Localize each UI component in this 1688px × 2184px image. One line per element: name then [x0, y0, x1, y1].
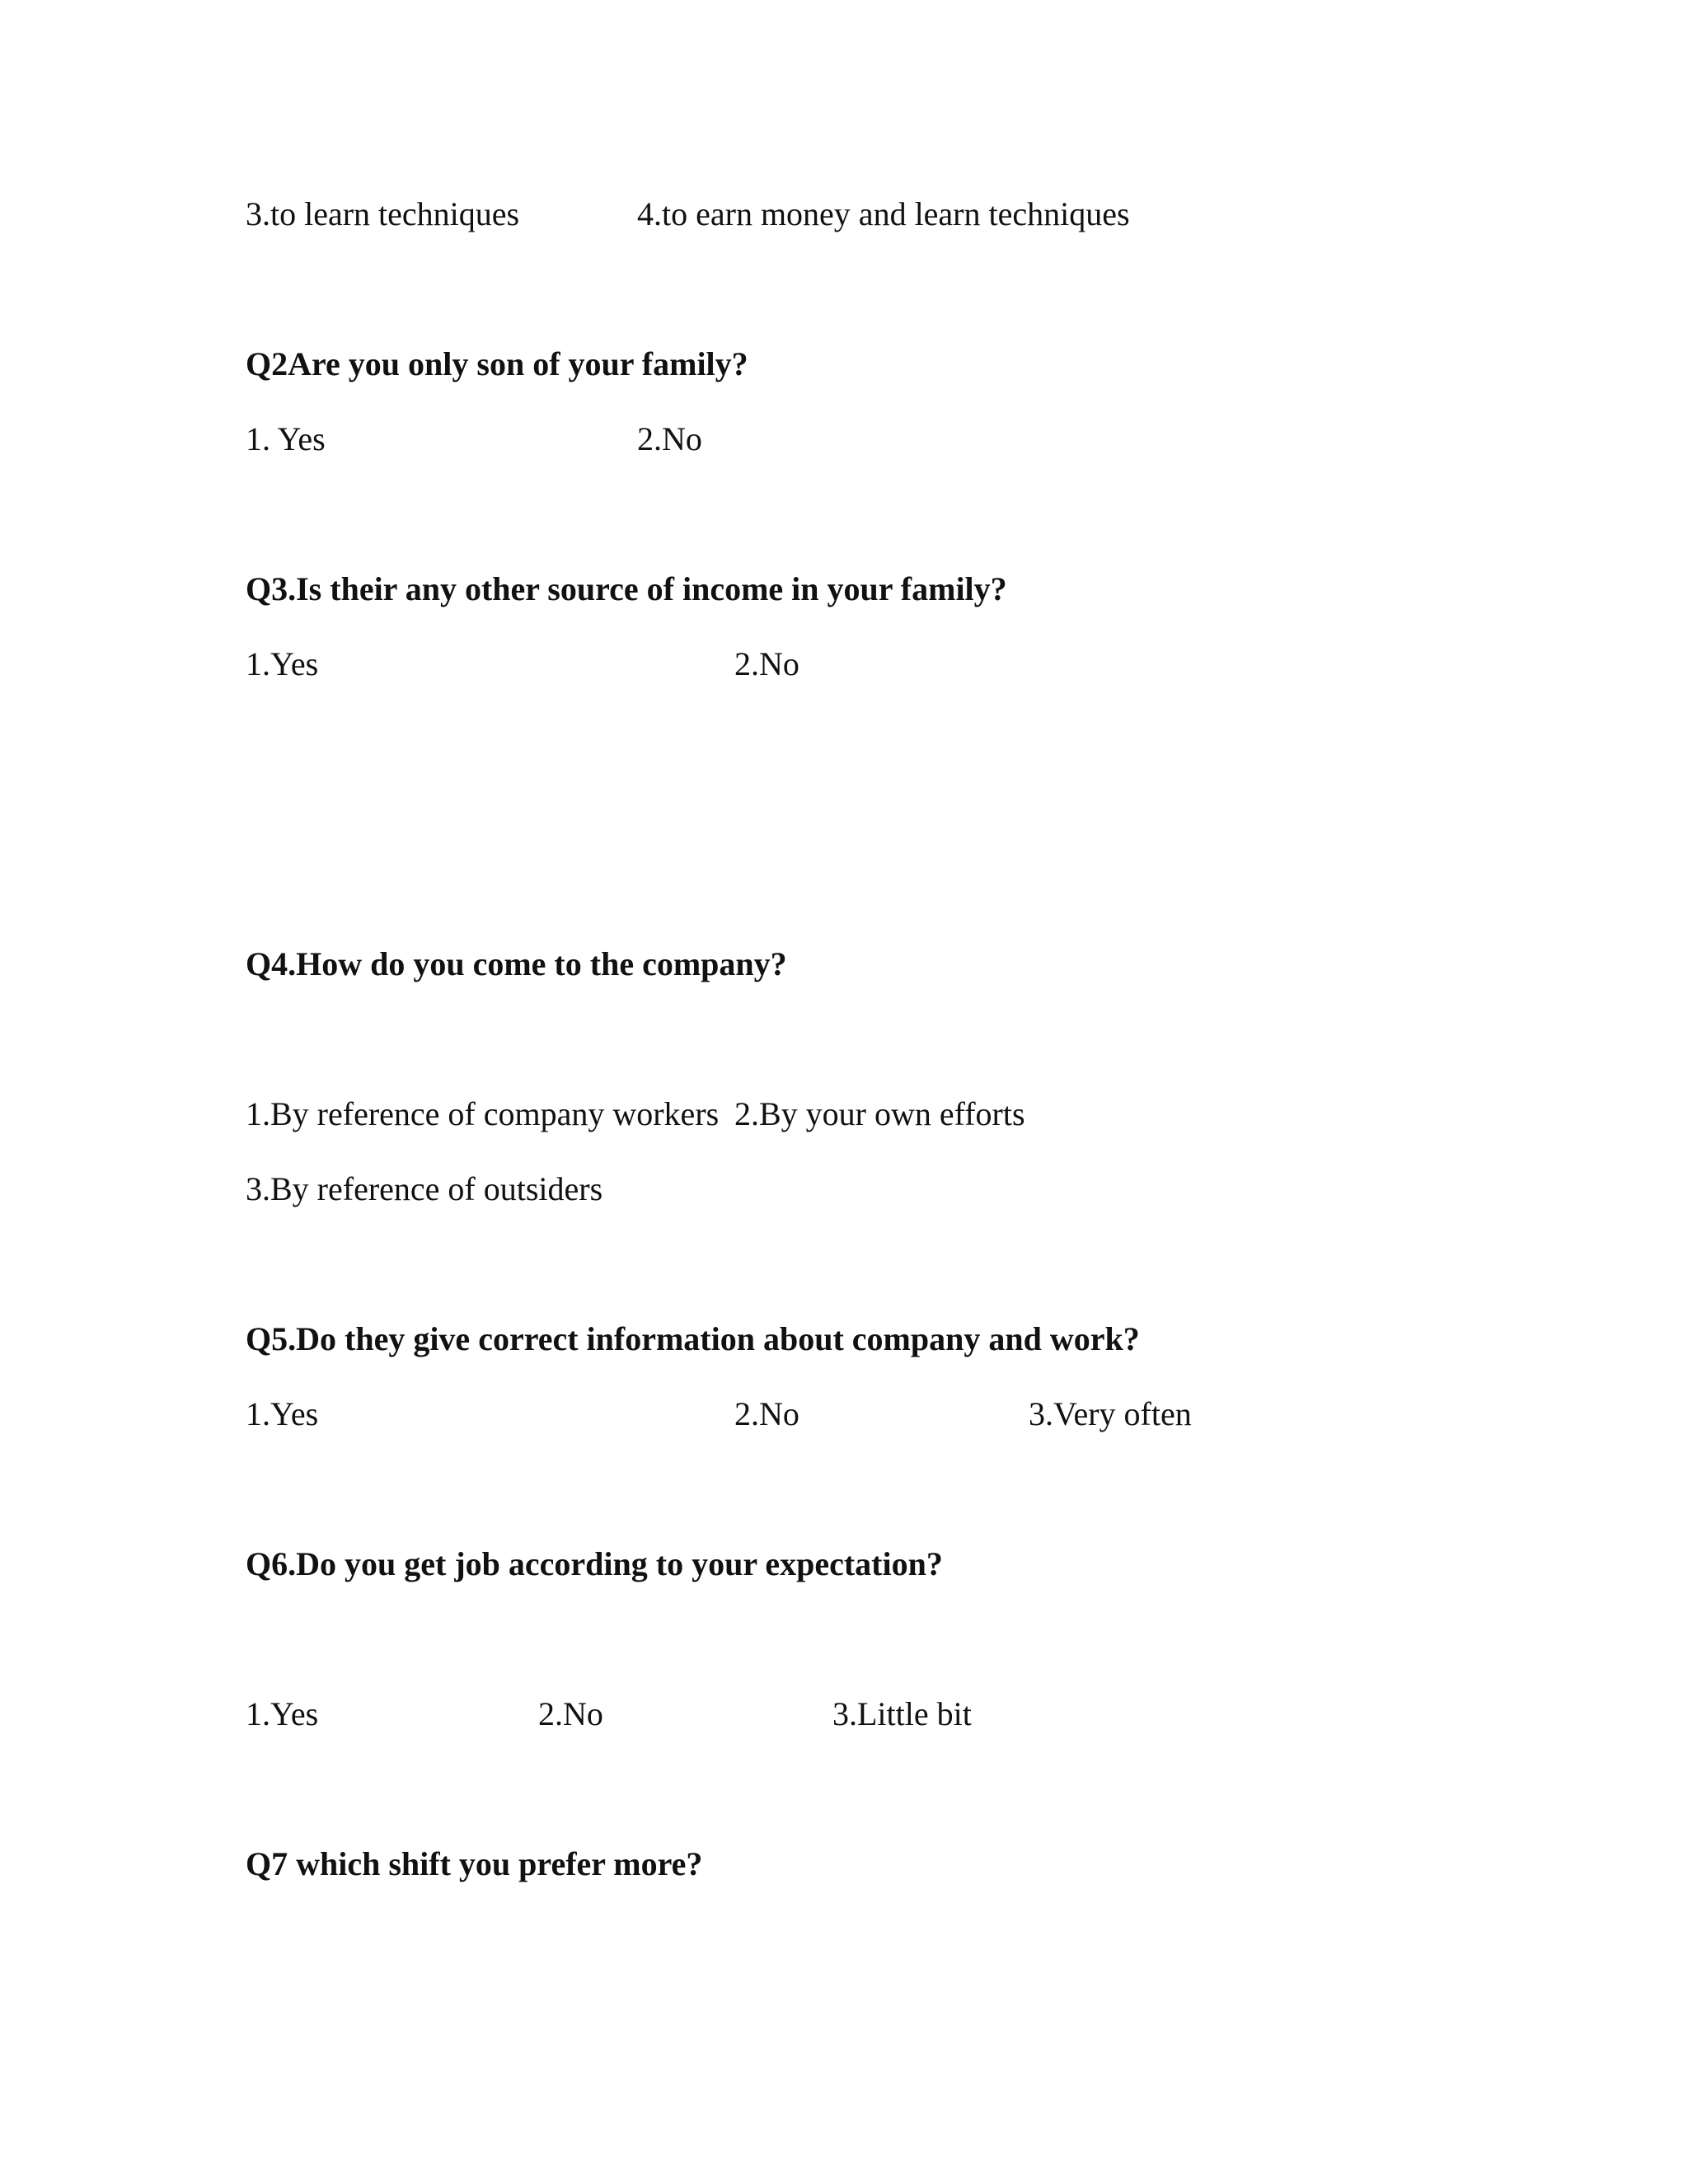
q5-option-no: 2.No: [734, 1395, 799, 1432]
q5-option-yes: 1.Yes: [246, 1395, 319, 1432]
q4-option-3: 3.By reference of outsiders: [246, 1170, 603, 1207]
q6-question: Q6.Do you get job according to your expectation?: [246, 1545, 943, 1582]
q6-option-little-bit: 3.Little bit: [832, 1695, 972, 1732]
q3-question: Q3.Is their any other source of income in your family?: [246, 570, 1007, 607]
q3-option-no: 2.No: [734, 645, 799, 682]
q7-question: Q7 which shift you prefer more?: [246, 1845, 703, 1882]
q4-option-1: 1.By reference of company workers: [246, 1095, 720, 1132]
q1-option-4: 4.to earn money and learn techniques: [637, 195, 1130, 232]
q4-question: Q4.How do you come to the company?: [246, 945, 787, 982]
q4-option-2: 2.By your own efforts: [734, 1095, 1025, 1132]
q3-option-yes: 1.Yes: [246, 645, 319, 682]
q5-question: Q5.Do they give correct information about company and work?: [246, 1320, 1140, 1357]
q6-option-yes: 1.Yes: [246, 1695, 319, 1732]
q5-option-very-often: 3.Very often: [1029, 1395, 1192, 1432]
q1-option-3: 3.to learn techniques: [246, 195, 520, 232]
q2-question: Q2Are you only son of your family?: [246, 345, 748, 382]
q6-option-no: 2.No: [538, 1695, 603, 1732]
q2-option-no: 2.No: [637, 420, 702, 457]
q2-option-yes: 1. Yes: [246, 420, 326, 457]
